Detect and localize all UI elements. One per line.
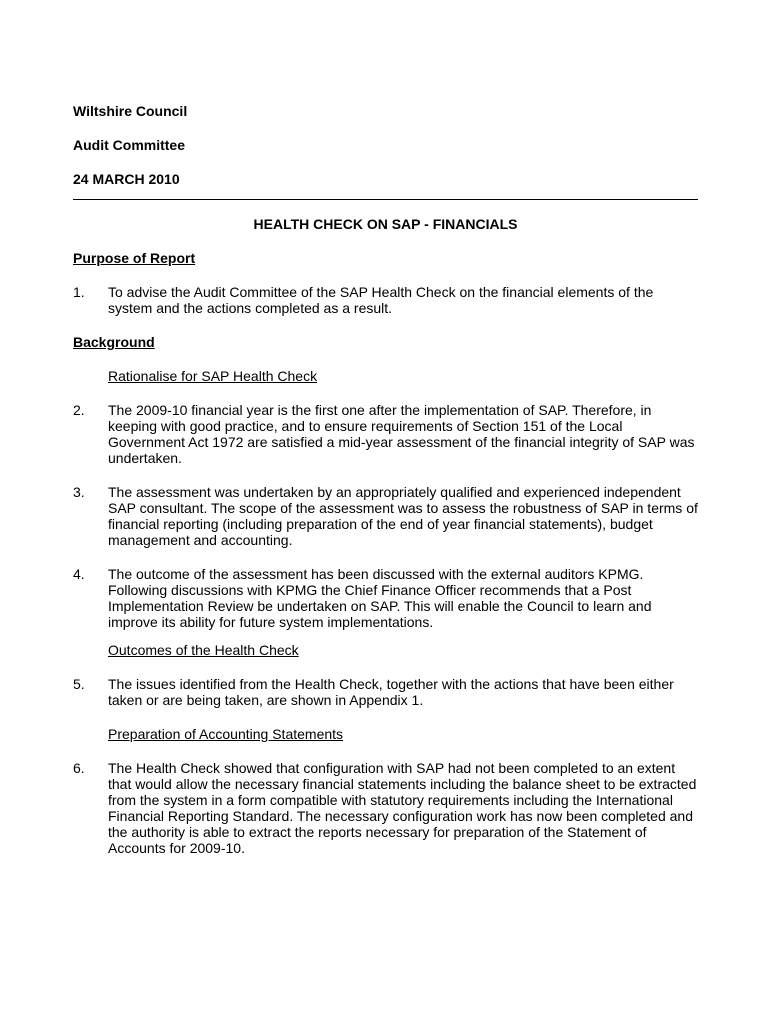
- paragraph-4: [73, 566, 698, 630]
- paragraph-text: The issues identified from the Health Check, together with the actions that have been either taken or are being taken, are shown in Appendix 1.: [108, 676, 674, 708]
- subheading-outcomes: Outcomes of the Health Check: [108, 642, 299, 658]
- meeting-date: 24 MARCH 2010: [73, 171, 180, 187]
- paragraph-number: 5.: [73, 676, 85, 692]
- paragraph-number: 2.: [73, 402, 85, 418]
- committee-name: Audit Committee: [73, 137, 185, 153]
- report-title: HEALTH CHECK ON SAP - FINANCIALS: [253, 216, 518, 232]
- paragraph-3: [73, 484, 698, 548]
- paragraph-number: 1.: [73, 284, 85, 300]
- section-background-heading: Background: [73, 334, 155, 350]
- header-divider: [73, 199, 698, 200]
- paragraph-number: 6.: [73, 760, 85, 776]
- section-purpose-heading: Purpose of Report: [73, 250, 196, 266]
- council-name: Wiltshire Council: [73, 103, 188, 119]
- paragraph-text: The Health Check showed that configuration with SAP had not been completed to an extent that would allow the necessary financial statements including the balance sheet to be extracted from the system in a form compatible with statutory requirements including the International Financial Reporting Standard. The necessary configuration work has now been completed and the authority is able to extract the reports necessary for preparation of the Statement of Accounts for 2009-10.: [108, 760, 697, 856]
- paragraph-5: [73, 676, 698, 708]
- paragraph-6: [73, 760, 698, 856]
- subheading-rationale: Rationalise for SAP Health Check: [108, 368, 318, 384]
- paragraph-number: 4.: [73, 566, 85, 582]
- paragraph-text: The 2009-10 financial year is the first one after the implementation of SAP. Therefore, in keeping with good practice, and to ensure requirements of Section 151 of the Local Government Act 1972 are satisfied a mid-year assessment of the financial integrity of SAP was undertaken.: [108, 402, 695, 466]
- paragraph-text: To advise the Audit Committee of the SAP Health Check on the financial elements of the system and the actions completed as a result.: [108, 284, 654, 316]
- subheading-preparation: Preparation of Accounting Statements: [108, 726, 344, 742]
- paragraph-number: 3.: [73, 484, 85, 500]
- paragraph-text: The outcome of the assessment has been discussed with the external auditors KPMG. Following discussions with KPMG the Chief Finance Officer recommends that a Post Implementation Review be undertaken on SAP. This will enable the Council to learn and improve its ability for future system implementations.: [108, 566, 652, 630]
- document-page: [73, 103, 698, 874]
- paragraph-text: The assessment was undertaken by an appropriately qualified and experienced independent SAP consultant. The scope of the assessment was to assess the robustness of SAP in terms of financial reporting (including preparation of the end of year financial statements), budget management and accounting.: [108, 484, 698, 548]
- paragraph-1: [73, 284, 698, 316]
- paragraph-2: [73, 402, 698, 466]
